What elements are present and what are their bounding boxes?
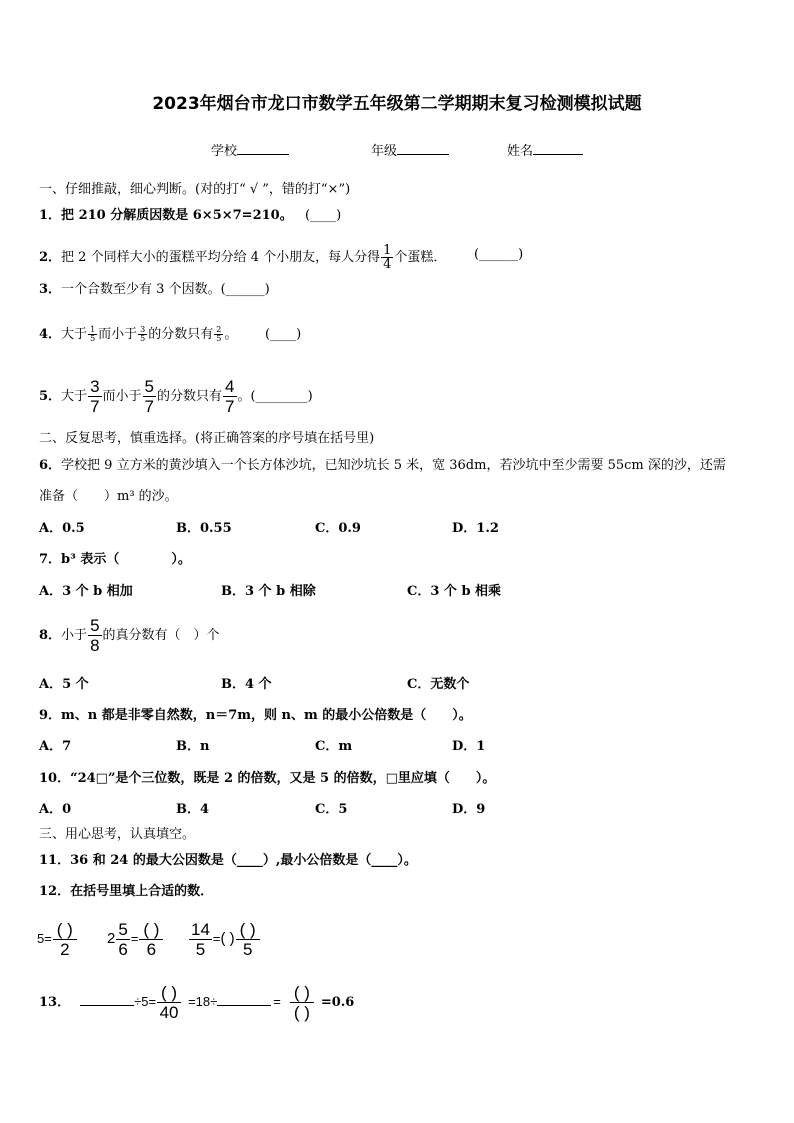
- q12-e3-rhs-fraction[interactable]: [236, 921, 260, 958]
- q12-e2-fraction: [116, 921, 129, 958]
- q8-option-a[interactable]: A．5 个: [39, 677, 89, 692]
- q2-text-b: 个蛋糕．: [394, 250, 447, 265]
- q4-f3-num: 2: [216, 325, 222, 334]
- q9-option-d[interactable]: D．1: [452, 739, 486, 754]
- grade-blank[interactable]: [397, 141, 449, 155]
- q5-f2-num: 5: [144, 377, 155, 396]
- q10-option-d[interactable]: D．9: [452, 802, 486, 817]
- q9-option-b[interactable]: B．n: [176, 739, 210, 754]
- q12-text: 在括号里填上合适的数．: [70, 884, 214, 899]
- q6-line1: 学校把 9 立方米的黄沙填入一个长方体沙坑，已知沙坑长 5 米，宽 36dm，若沙坑中至少需要 55cm 深的沙，还需: [61, 458, 726, 473]
- question-10: [39, 771, 495, 787]
- q11-number: 11．: [39, 853, 71, 868]
- q4-f2-den: 5: [140, 334, 146, 343]
- q7-option-a[interactable]: A．3 个 b 相加: [39, 584, 133, 599]
- q7-text: b³ 表示（ ）。: [61, 552, 191, 567]
- q13-fraction-2[interactable]: [290, 984, 314, 1021]
- q4-f3-den: 5: [216, 334, 222, 343]
- q6-option-c[interactable]: C．0.9: [315, 521, 361, 536]
- q5-t2: 而小于: [102, 389, 142, 404]
- q9-text: m、n 都是非零自然数，n＝7m，则 n、m 的最小公倍数是（ ）。: [61, 708, 472, 723]
- question-1: [39, 208, 293, 224]
- q12-e1-fraction[interactable]: [53, 921, 77, 958]
- q5-f1-num: 3: [90, 377, 100, 396]
- q5-fraction-3: [223, 378, 236, 415]
- q13-f2-den-blank[interactable]: ( ): [293, 1003, 310, 1022]
- q2-frac-num: 1: [383, 243, 392, 258]
- q12-e2-num: 5: [118, 920, 128, 940]
- q6-line2: 准备（ ）m³ 的沙。: [39, 489, 178, 504]
- school-label: 学校: [211, 144, 238, 159]
- q4-t1: 大于: [61, 327, 88, 342]
- q8-option-c[interactable]: C．无数个: [407, 677, 470, 692]
- q8-fraction: [88, 617, 101, 654]
- q3-number: 3．: [39, 282, 62, 297]
- question-8: [39, 617, 220, 655]
- q2-frac-den: 4: [383, 257, 392, 272]
- q12-e2-whole: 2: [107, 930, 116, 947]
- name-label: 姓名: [507, 144, 534, 159]
- q2-text-a: 把 2 个同样大小的蛋糕平均分给 4 个小朋友，每人分得: [61, 250, 381, 265]
- q12-e3-rden: 5: [242, 940, 253, 960]
- q4-t2: 而小于: [98, 327, 138, 342]
- q12-e1-lhs: 5=: [37, 931, 52, 946]
- q5-fraction-1: [88, 378, 101, 415]
- q13-fraction-1[interactable]: [157, 984, 181, 1021]
- q13-blank-1[interactable]: [80, 992, 134, 1006]
- q5-t4: 。(________): [237, 389, 313, 404]
- q12-number: 12．: [39, 884, 71, 899]
- q8-option-b[interactable]: B．4 个: [221, 677, 272, 692]
- q4-fraction-1: [88, 326, 97, 343]
- q5-f1-den: 7: [90, 397, 100, 416]
- question-3: [39, 282, 270, 298]
- q13-eq: =: [273, 994, 281, 1009]
- name-field[interactable]: [507, 141, 583, 160]
- q12-e3-eq: =: [212, 931, 221, 946]
- q4-answer-paren[interactable]: (____): [265, 327, 302, 342]
- q9-option-a[interactable]: A．7: [39, 739, 72, 754]
- q12-e2-rhs-fraction[interactable]: [139, 921, 163, 958]
- q8-frac-num: 5: [90, 616, 100, 635]
- name-blank[interactable]: [533, 141, 583, 155]
- question-6: [39, 458, 726, 474]
- q4-number: 4．: [39, 327, 62, 342]
- q12-e1-den: 2: [60, 940, 70, 960]
- grade-field[interactable]: [371, 141, 449, 160]
- q10-text: “24□”是个三位数，既是 2 的倍数，又是 5 的倍数，□里应填（ ）。: [70, 771, 496, 786]
- q12-expression-2: [107, 918, 164, 960]
- q4-f1-den: 5: [90, 334, 96, 343]
- q2-number: 2．: [39, 250, 62, 265]
- q12-e2-eq: =: [130, 931, 139, 946]
- q9-option-c[interactable]: C．m: [315, 739, 353, 754]
- q3-text: 一个合数至少有 3 个因数。(______): [61, 282, 270, 297]
- q12-e2-rden: 6: [146, 940, 157, 960]
- q6-option-a[interactable]: A．0.5: [39, 521, 85, 536]
- q2-fraction: [381, 244, 393, 271]
- q5-t3: 的分数只有: [157, 389, 223, 404]
- q2-answer-paren[interactable]: (______): [474, 247, 524, 262]
- q8-t2: 的真分数有（ ）个: [102, 628, 220, 643]
- q12-expression-1: [37, 918, 78, 960]
- grade-label: 年级: [371, 144, 398, 159]
- q12-e3-whole-blank[interactable]: ( ): [220, 930, 235, 947]
- q1-answer-paren[interactable]: (____): [305, 208, 342, 223]
- q8-t1: 小于: [61, 628, 88, 643]
- q5-number: 5．: [39, 389, 62, 404]
- q12-e3-den: 5: [195, 940, 206, 960]
- q9-number: 9．: [39, 708, 62, 723]
- q8-frac-den: 8: [90, 636, 100, 655]
- q4-f1-num: 1: [90, 325, 96, 334]
- q13-f2-num-blank[interactable]: ( ): [290, 984, 314, 1003]
- q12-e3-num: 14: [191, 920, 210, 940]
- question-12: [39, 884, 213, 900]
- q4-fraction-3: [214, 326, 223, 343]
- q4-fraction-2: [138, 326, 147, 343]
- q7-option-b[interactable]: B．3 个 b 相除: [221, 584, 316, 599]
- q5-fraction-2: [143, 378, 156, 415]
- q13-end: =0.6: [320, 995, 355, 1010]
- q10-option-b[interactable]: B．4: [176, 802, 210, 817]
- question-9: [39, 708, 472, 724]
- question-5: [39, 378, 313, 416]
- q6-option-b[interactable]: B．0.55: [176, 521, 232, 536]
- q12-e2-num-blank[interactable]: ( ): [139, 921, 163, 940]
- q8-number: 8．: [39, 628, 62, 643]
- page-title: 2023年烟台市龙口市数学五年级第二学期期末复习检测模拟试题: [152, 94, 642, 114]
- q10-number: 10．: [39, 771, 71, 786]
- q4-t3: 的分数只有: [148, 327, 214, 342]
- q6-number: 6．: [39, 458, 62, 473]
- q5-f3-num: 4: [225, 377, 235, 396]
- q12-expression-3: [188, 918, 261, 960]
- q12-e3-fraction: [189, 921, 212, 958]
- question-4: [39, 322, 237, 348]
- q1-number: 1．: [39, 208, 62, 223]
- question-11: [39, 853, 417, 869]
- q6-option-d[interactable]: D．1.2: [452, 521, 499, 536]
- q12-e2-den: 6: [118, 940, 128, 960]
- question-7: [39, 552, 191, 568]
- q10-option-a[interactable]: A．0: [39, 802, 72, 817]
- q4-f2-num: 3: [140, 325, 146, 334]
- q12-e1-num-blank[interactable]: ( ): [53, 921, 77, 940]
- section3-header: 三、用心思考，认真填空。: [39, 827, 196, 842]
- q5-t1: 大于: [61, 389, 88, 404]
- school-blank[interactable]: [237, 141, 289, 155]
- q5-f2-den: 7: [144, 397, 155, 416]
- q11-text: 36 和 24 的最大公因数是（____）,最小公倍数是（____）。: [70, 853, 417, 868]
- question-2: [39, 244, 446, 271]
- section2-header: 二、反复思考，慎重选择。(将正确答案的序号填在括号里): [39, 431, 375, 446]
- q13-f1-den: 40: [159, 1003, 179, 1022]
- q5-f3-den: 7: [225, 397, 235, 416]
- q7-option-c[interactable]: C．3 个 b 相乘: [407, 584, 502, 599]
- q13-div5: ÷5=: [134, 994, 157, 1009]
- section1-header: 一、仔细推敲，细心判断。(对的打“ √ ”，错的打“×”): [39, 182, 351, 197]
- q13-number: 13．: [39, 995, 71, 1010]
- q13-blank-2[interactable]: [217, 992, 271, 1006]
- q12-e3-num-blank[interactable]: ( ): [236, 921, 260, 940]
- q13-f1-num-blank[interactable]: ( ): [157, 984, 181, 1003]
- q1-text: 把 210 分解质因数是 6×5×7=210。: [61, 208, 293, 223]
- school-field[interactable]: [211, 141, 289, 160]
- q4-t4: 。: [224, 327, 238, 342]
- q13-eq18: =18÷: [188, 994, 218, 1009]
- q10-option-c[interactable]: C．5: [315, 802, 348, 817]
- q7-number: 7．: [39, 552, 62, 567]
- question-13: [39, 978, 354, 1027]
